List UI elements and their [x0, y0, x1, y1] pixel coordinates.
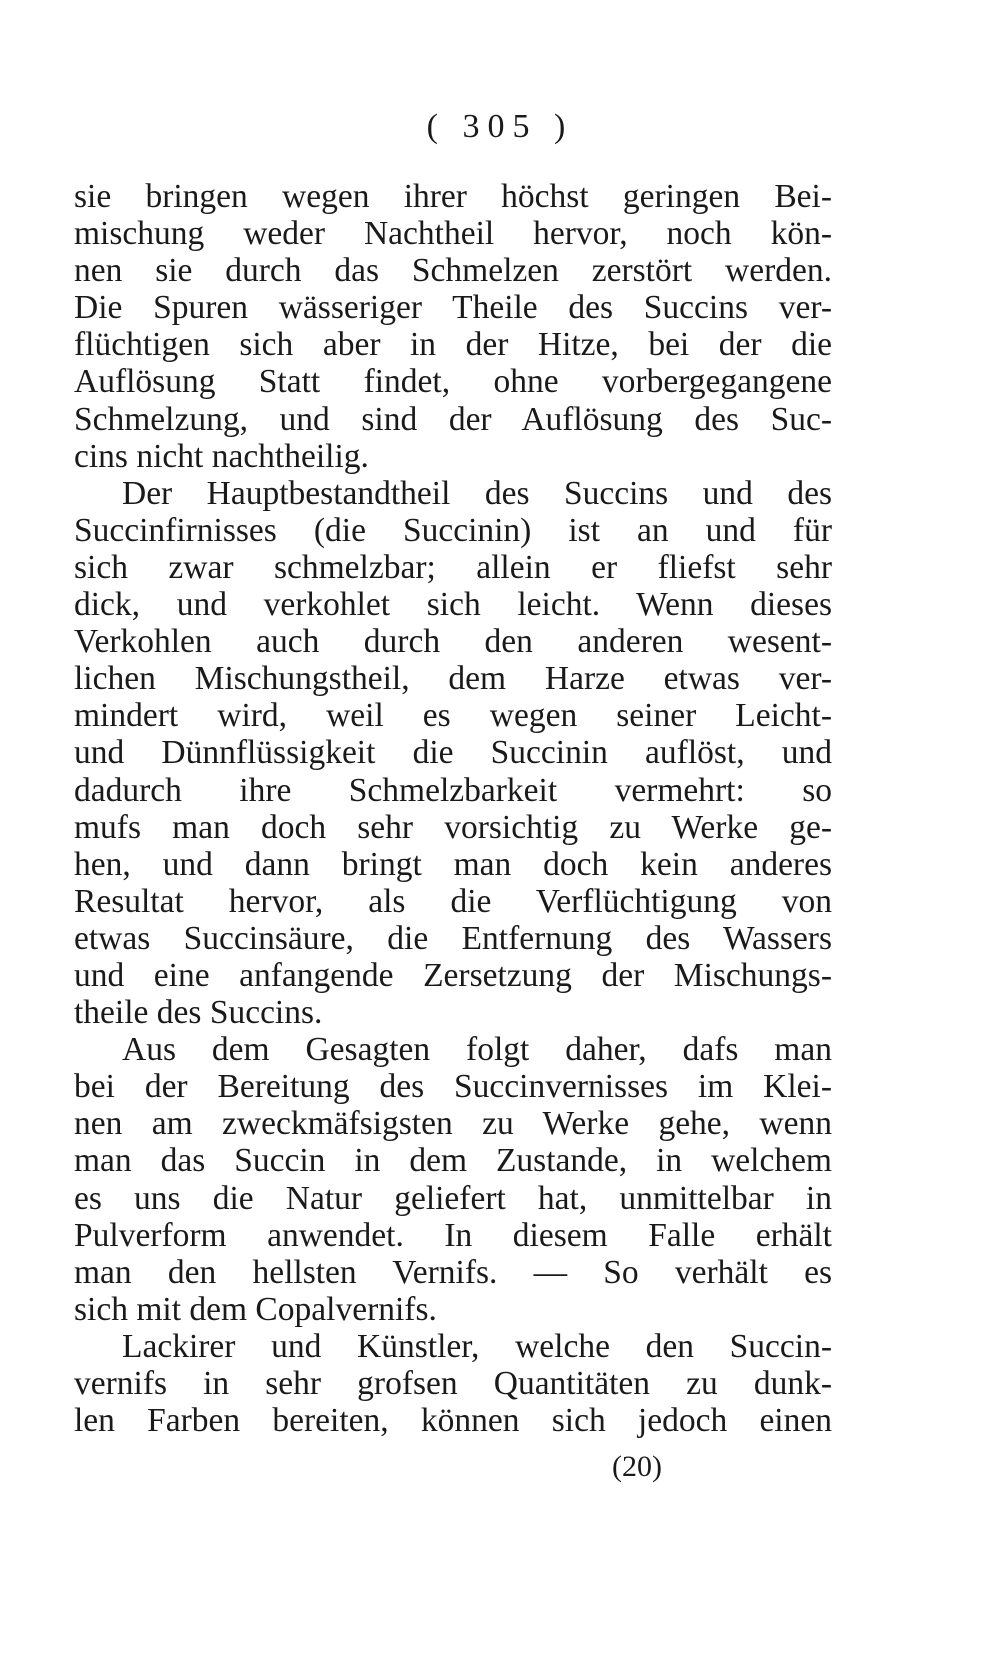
body-text: [74, 178, 832, 1439]
text-line: nen sie durch das Schmelzen zerstört werden.: [74, 252, 832, 290]
text-line: man den hellsten Vernifs. — So verhält es: [74, 1253, 832, 1291]
text-line: cins nicht nachtheilig.: [74, 437, 369, 475]
text-line: Auflösung Statt findet, ohne vorbergegangene: [74, 363, 832, 401]
text-line: Verkohlen auch durch den anderen wesent-: [74, 623, 832, 661]
text-line: Der Hauptbestandtheil des Succins und des: [122, 474, 832, 512]
text-line: Succinfirnisses (die Succinin) ist an und für: [74, 511, 832, 549]
text-line: nen am zweckmäfsigsten zu Werke gehe, wenn: [74, 1105, 832, 1143]
page-number: ( 305 ): [426, 108, 574, 145]
text-line: etwas Succinsäure, die Entfernung des Wassers: [74, 919, 832, 957]
text-line: lichen Mischungstheil, dem Harze etwas ver-: [74, 660, 832, 698]
text-line: sich zwar schmelzbar; allein er fliefst sehr: [74, 548, 832, 586]
text-line: hen, und dann bringt man doch kein anderes: [74, 845, 832, 883]
text-line: flüchtigen sich aber in der Hitze, bei der die: [74, 326, 832, 364]
text-line: mindert wird, weil es wegen seiner Leicht-: [74, 697, 832, 735]
text-line: Aus dem Gesagten folgt daher, dafs man: [122, 1031, 832, 1069]
text-line: und Dünnflüssigkeit die Succinin auflöst, und: [74, 734, 832, 772]
text-line: dick, und verkohlet sich leicht. Wenn dieses: [74, 586, 832, 624]
text-line: dadurch ihre Schmelzbarkeit vermehrt: so: [74, 771, 832, 809]
text-line: Die Spuren wässeriger Theile des Succins ver-: [74, 289, 832, 327]
text-line: es uns die Natur geliefert hat, unmittelbar in: [74, 1179, 832, 1217]
text-line: len Farben bereiten, können sich jedoch einen: [74, 1402, 832, 1440]
text-line: bei der Bereitung des Succinvernisses im Klei-: [74, 1068, 832, 1106]
text-line: Resultat hervor, als die Verflüchtigung von: [74, 882, 832, 920]
text-line: man das Succin in dem Zustande, in welchem: [74, 1142, 832, 1180]
text-line: Pulverform anwendet. In diesem Falle erhält: [74, 1216, 832, 1254]
text-line: Schmelzung, und sind der Auflösung des Suc-: [74, 400, 832, 438]
text-line: und eine anfangende Zersetzung der Mischungs-: [74, 956, 832, 994]
text-line: mufs man doch sehr vorsichtig zu Werke ge-: [74, 808, 832, 846]
text-line: Lackirer und Künstler, welche den Succin-: [122, 1327, 832, 1365]
text-line: theile des Succins.: [74, 994, 323, 1032]
text-line: sich mit dem Copalvernifs.: [74, 1290, 437, 1328]
text-line: sie bringen wegen ihrer höchst geringen Bei-: [74, 178, 832, 215]
text-line: vernifs in sehr grofsen Quantitäten zu dunk-: [74, 1365, 832, 1402]
signature-mark: (20): [612, 1450, 662, 1483]
text-line: mischung weder Nachtheil hervor, noch kön-: [74, 215, 832, 253]
